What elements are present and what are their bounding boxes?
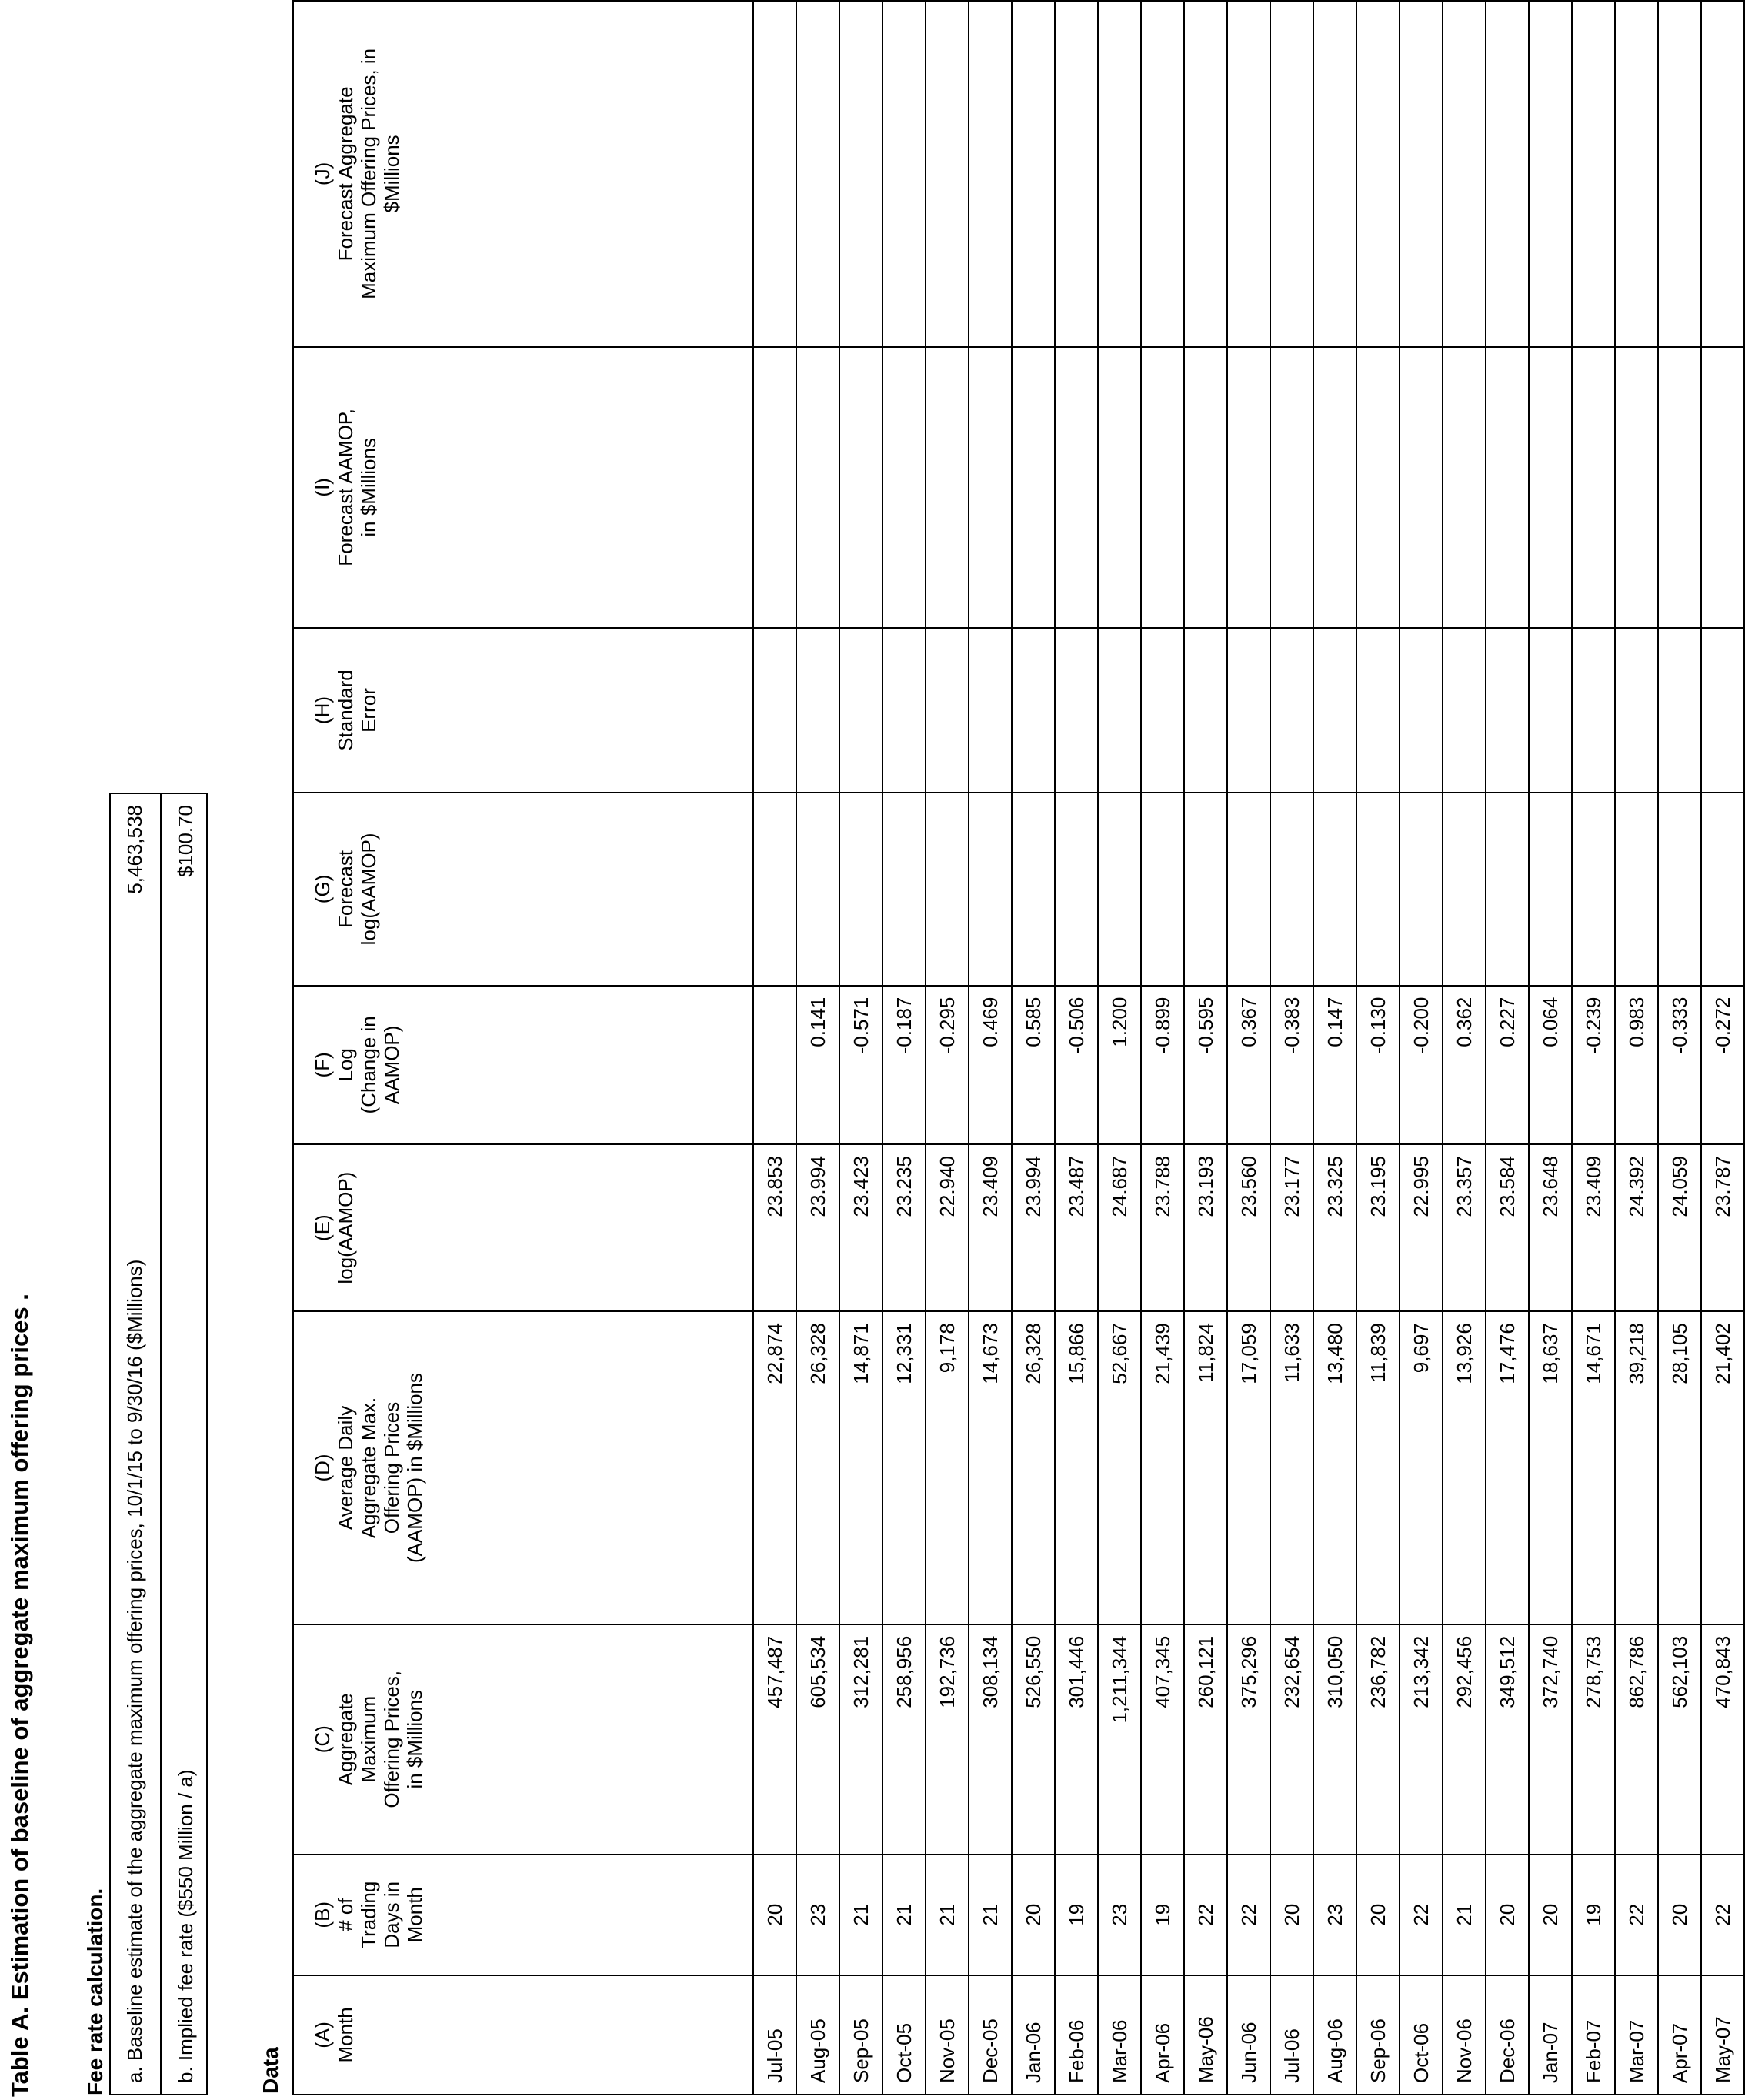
table-cell: 308,134 <box>969 1624 1012 1855</box>
table-cell <box>1658 347 1701 628</box>
table-cell: 22 <box>1184 1855 1227 1975</box>
fee-row-baseline <box>111 794 158 2094</box>
fee-row-value: 5,463,538 <box>123 805 146 894</box>
data-table <box>292 0 1745 2095</box>
table-cell: Apr-06 <box>1141 1975 1184 2095</box>
table-row <box>1572 1 1615 2095</box>
table-cell: -0.506 <box>1055 986 1098 1144</box>
table-cell: 562,103 <box>1658 1624 1701 1855</box>
table-cell: 22 <box>1615 1855 1658 1975</box>
table-cell: 21 <box>883 1855 926 1975</box>
fee-row-label: a. Baseline estimate of the aggregate maximum offering prices, 10/1/15 to 9/30/16 ($Millions) <box>123 1259 146 2083</box>
table-cell <box>1141 1 1184 347</box>
table-cell: 19 <box>1572 1855 1615 1975</box>
table-cell <box>1012 793 1055 985</box>
table-row <box>796 1 839 2095</box>
table-cell <box>1615 628 1658 793</box>
table-cell: 23.584 <box>1486 1144 1529 1311</box>
table-row <box>1529 1 1572 2095</box>
column-header-h: (H) Standard Error <box>293 628 753 793</box>
table-cell: 192,736 <box>926 1624 969 1855</box>
table-cell <box>1141 793 1184 985</box>
table-cell <box>1572 1 1615 347</box>
table-cell: 14,671 <box>1572 1311 1615 1624</box>
table-cell: 11,633 <box>1270 1311 1313 1624</box>
table-cell <box>1313 1 1356 347</box>
table-cell: 23 <box>1313 1855 1356 1975</box>
table-cell: 862,786 <box>1615 1624 1658 1855</box>
table-cell: Jun-06 <box>1227 1975 1270 2095</box>
table-cell: 236,782 <box>1356 1624 1400 1855</box>
table-cell: 22,874 <box>753 1311 796 1624</box>
table-cell <box>926 628 969 793</box>
table-cell: 23.409 <box>1572 1144 1615 1311</box>
table-cell: 21 <box>839 1855 883 1975</box>
table-cell <box>1356 628 1400 793</box>
table-cell <box>1658 628 1701 793</box>
table-cell: 14,673 <box>969 1311 1012 1624</box>
table-cell <box>969 793 1012 985</box>
table-row <box>926 1 969 2095</box>
table-cell: 23.177 <box>1270 1144 1313 1311</box>
table-cell: -0.383 <box>1270 986 1313 1144</box>
table-cell <box>1400 793 1443 985</box>
table-cell: Oct-05 <box>883 1975 926 2095</box>
column-header-i: (I) Forecast AAMOP, in $Millions <box>293 347 753 628</box>
table-cell: 349,512 <box>1486 1624 1529 1855</box>
table-cell <box>1184 347 1227 628</box>
table-cell: 24.687 <box>1098 1144 1141 1311</box>
fee-row-label: b. Implied fee rate ($550 Million / a) <box>174 1769 197 2083</box>
table-cell: 14,871 <box>839 1311 883 1624</box>
table-cell <box>1055 628 1098 793</box>
table-cell: 20 <box>1012 1855 1055 1975</box>
table-cell <box>1227 793 1270 985</box>
table-cell <box>926 1 969 347</box>
table-cell: 24.059 <box>1658 1144 1701 1311</box>
column-header-j: (J) Forecast Aggregate Maximum Offering Prices, in $Millions <box>293 1 753 347</box>
table-cell: 312,281 <box>839 1624 883 1855</box>
table-row <box>1658 1 1701 2095</box>
table-cell: 23.787 <box>1701 1144 1744 1311</box>
table-cell <box>1572 793 1615 985</box>
table-cell: 372,740 <box>1529 1624 1572 1855</box>
table-cell: 0.141 <box>796 986 839 1144</box>
table-row <box>1356 1 1400 2095</box>
table-cell <box>1055 793 1098 985</box>
table-cell: 24.392 <box>1615 1144 1658 1311</box>
table-cell: 21 <box>969 1855 1012 1975</box>
table-cell <box>1400 1 1443 347</box>
table-cell <box>1443 628 1486 793</box>
table-cell: 11,824 <box>1184 1311 1227 1624</box>
table-cell: 23.788 <box>1141 1144 1184 1311</box>
table-cell: 23.648 <box>1529 1144 1572 1311</box>
table-cell: Feb-07 <box>1572 1975 1615 2095</box>
table-cell <box>1141 628 1184 793</box>
table-row <box>883 1 926 2095</box>
table-cell: 0.147 <box>1313 986 1356 1144</box>
table-cell: 22.940 <box>926 1144 969 1311</box>
table-cell: Aug-06 <box>1313 1975 1356 2095</box>
table-cell: 11,839 <box>1356 1311 1400 1624</box>
table-cell: Sep-06 <box>1356 1975 1400 2095</box>
table-cell: 23.325 <box>1313 1144 1356 1311</box>
table-cell <box>1400 628 1443 793</box>
table-row <box>1615 1 1658 2095</box>
table-cell <box>753 1 796 347</box>
table-cell: 301,446 <box>1055 1624 1098 1855</box>
table-cell: 0.227 <box>1486 986 1529 1144</box>
table-cell: 1.200 <box>1098 986 1141 1144</box>
table-cell: 15,866 <box>1055 1311 1098 1624</box>
table-cell: 12,331 <box>883 1311 926 1624</box>
table-cell <box>1313 793 1356 985</box>
table-cell: 20 <box>1356 1855 1400 1975</box>
table-cell <box>753 793 796 985</box>
table-cell <box>1098 793 1141 985</box>
table-cell: Apr-07 <box>1658 1975 1701 2095</box>
table-cell <box>839 347 883 628</box>
table-cell: 19 <box>1141 1855 1184 1975</box>
table-cell <box>969 347 1012 628</box>
table-row <box>1443 1 1486 2095</box>
table-cell <box>969 628 1012 793</box>
table-cell: -0.333 <box>1658 986 1701 1144</box>
table-cell: -0.295 <box>926 986 969 1144</box>
table-cell: 23.487 <box>1055 1144 1098 1311</box>
table-cell <box>1184 628 1227 793</box>
table-cell: -0.571 <box>839 986 883 1144</box>
table-cell <box>1313 628 1356 793</box>
table-cell: -0.899 <box>1141 986 1184 1144</box>
table-row <box>753 1 796 2095</box>
column-header-d: (D) Average Daily Aggregate Max. Offering Prices (AAMOP) in $Millions <box>293 1311 753 1624</box>
table-cell <box>1270 793 1313 985</box>
table-cell: -0.595 <box>1184 986 1227 1144</box>
table-cell <box>883 1 926 347</box>
table-cell: 9,178 <box>926 1311 969 1624</box>
table-cell: 23.423 <box>839 1144 883 1311</box>
table-cell: Jan-07 <box>1529 1975 1572 2095</box>
table-cell <box>1012 347 1055 628</box>
table-cell: 26,328 <box>796 1311 839 1624</box>
table-cell <box>1356 1 1400 347</box>
table-cell <box>796 793 839 985</box>
table-cell <box>1443 347 1486 628</box>
fee-calculation-box <box>109 793 208 2095</box>
table-row <box>1227 1 1270 2095</box>
table-cell <box>1486 628 1529 793</box>
column-header-b: (B) # of Trading Days in Month <box>293 1855 753 1975</box>
table-cell: Jul-06 <box>1270 1975 1313 2095</box>
table-cell: 0.983 <box>1615 986 1658 1144</box>
table-cell: Mar-07 <box>1615 1975 1658 2095</box>
table-cell: 470,843 <box>1701 1624 1744 1855</box>
table-cell: 278,753 <box>1572 1624 1615 1855</box>
table-cell <box>1615 347 1658 628</box>
table-row <box>1313 1 1356 2095</box>
table-cell: 23.195 <box>1356 1144 1400 1311</box>
table-cell <box>1701 347 1744 628</box>
table-cell: Jan-06 <box>1012 1975 1055 2095</box>
table-cell: 1,211,344 <box>1098 1624 1141 1855</box>
table-cell <box>1227 347 1270 628</box>
table-cell: 213,342 <box>1400 1624 1443 1855</box>
table-cell <box>796 1 839 347</box>
table-cell <box>1658 793 1701 985</box>
table-row <box>1701 1 1744 2095</box>
table-cell: Jul-05 <box>753 1975 796 2095</box>
table-cell: 13,480 <box>1313 1311 1356 1624</box>
table-cell <box>969 1 1012 347</box>
table-cell: 39,218 <box>1615 1311 1658 1624</box>
table-cell: 260,121 <box>1184 1624 1227 1855</box>
table-cell <box>1443 793 1486 985</box>
table-cell: 17,059 <box>1227 1311 1270 1624</box>
table-cell: -0.239 <box>1572 986 1615 1144</box>
table-cell <box>1486 1 1529 347</box>
table-cell: -0.272 <box>1701 986 1744 1144</box>
table-cell: 407,345 <box>1141 1624 1184 1855</box>
table-cell: 23.409 <box>969 1144 1012 1311</box>
table-cell: 26,328 <box>1012 1311 1055 1624</box>
table-cell <box>753 347 796 628</box>
table-cell: 0.367 <box>1227 986 1270 1144</box>
table-cell <box>1098 628 1141 793</box>
table-cell: 21,439 <box>1141 1311 1184 1624</box>
table-cell: 21 <box>926 1855 969 1975</box>
table-cell <box>1098 347 1141 628</box>
table-cell <box>926 793 969 985</box>
table-cell: 23.235 <box>883 1144 926 1311</box>
table-row <box>1012 1 1055 2095</box>
table-cell: Mar-06 <box>1098 1975 1141 2095</box>
table-cell <box>1184 793 1227 985</box>
table-cell: 22 <box>1400 1855 1443 1975</box>
table-cell <box>1184 1 1227 347</box>
table-cell: 0.064 <box>1529 986 1572 1144</box>
column-header-e: (E) log(AAMOP) <box>293 1144 753 1311</box>
table-cell <box>1443 1 1486 347</box>
table-cell <box>1141 347 1184 628</box>
table-cell: 20 <box>753 1855 796 1975</box>
table-cell: 17,476 <box>1486 1311 1529 1624</box>
table-cell: 0.585 <box>1012 986 1055 1144</box>
table-cell <box>1572 347 1615 628</box>
table-cell <box>796 347 839 628</box>
table-cell: Nov-06 <box>1443 1975 1486 2095</box>
table-cell <box>753 628 796 793</box>
table-row <box>1184 1 1227 2095</box>
table-cell <box>1400 347 1443 628</box>
table-cell: Sep-05 <box>839 1975 883 2095</box>
table-cell <box>1012 1 1055 347</box>
table-cell: 20 <box>1658 1855 1701 1975</box>
table-cell <box>1486 793 1529 985</box>
table-row <box>969 1 1012 2095</box>
table-cell <box>839 793 883 985</box>
table-cell <box>1701 628 1744 793</box>
table-cell: 21 <box>1443 1855 1486 1975</box>
fee-row-value: $100.70 <box>174 805 197 877</box>
fee-section-heading: Fee rate calculation. <box>83 1888 107 2095</box>
table-cell: Oct-06 <box>1400 1975 1443 2095</box>
table-cell: 20 <box>1486 1855 1529 1975</box>
table-cell <box>1227 1 1270 347</box>
table-cell: 23 <box>796 1855 839 1975</box>
table-cell: 9,697 <box>1400 1311 1443 1624</box>
table-cell <box>1529 628 1572 793</box>
table-cell <box>883 347 926 628</box>
table-cell: 23.357 <box>1443 1144 1486 1311</box>
table-cell: 52,667 <box>1098 1311 1141 1624</box>
table-cell <box>839 1 883 347</box>
table-cell: 23.994 <box>1012 1144 1055 1311</box>
table-cell <box>1270 347 1313 628</box>
table-cell: Feb-06 <box>1055 1975 1098 2095</box>
table-row <box>839 1 883 2095</box>
fee-row-implied-rate <box>160 794 208 2094</box>
table-cell <box>1615 793 1658 985</box>
table-cell <box>1270 628 1313 793</box>
table-cell <box>883 628 926 793</box>
table-row <box>1055 1 1098 2095</box>
table-cell: 375,296 <box>1227 1624 1270 1855</box>
table-cell: 23.560 <box>1227 1144 1270 1311</box>
table-cell: May-07 <box>1701 1975 1744 2095</box>
table-cell: 526,550 <box>1012 1624 1055 1855</box>
table-cell: 292,456 <box>1443 1624 1486 1855</box>
table-cell <box>1356 793 1400 985</box>
table-row <box>1141 1 1184 2095</box>
table-cell: 23.853 <box>753 1144 796 1311</box>
table-cell: Aug-05 <box>796 1975 839 2095</box>
table-title: Table A. Estimation of baseline of aggregate maximum offering prices . <box>6 1294 33 2097</box>
column-header-f: (F) Log (Change in AAMOP) <box>293 986 753 1144</box>
table-cell <box>1055 1 1098 347</box>
table-cell <box>1701 1 1744 347</box>
table-cell: 23.193 <box>1184 1144 1227 1311</box>
table-cell: -0.200 <box>1400 986 1443 1144</box>
table-cell <box>753 986 796 1144</box>
table-cell <box>1701 793 1744 985</box>
table-cell: 232,654 <box>1270 1624 1313 1855</box>
table-row <box>1486 1 1529 2095</box>
table-cell <box>1227 628 1270 793</box>
table-cell: 20 <box>1529 1855 1572 1975</box>
table-cell: 13,926 <box>1443 1311 1486 1624</box>
table-cell: May-06 <box>1184 1975 1227 2095</box>
table-cell: Nov-05 <box>926 1975 969 2095</box>
table-cell: 22 <box>1227 1855 1270 1975</box>
table-cell: Dec-05 <box>969 1975 1012 2095</box>
column-header-g: (G) Forecast log(AAMOP) <box>293 793 753 985</box>
table-cell <box>1572 628 1615 793</box>
table-cell: 457,487 <box>753 1624 796 1855</box>
table-cell: 21,402 <box>1701 1311 1744 1624</box>
table-cell <box>1313 347 1356 628</box>
table-cell <box>1012 628 1055 793</box>
table-cell <box>1529 1 1572 347</box>
table-cell: -0.187 <box>883 986 926 1144</box>
table-cell: -0.130 <box>1356 986 1400 1144</box>
table-cell: 310,050 <box>1313 1624 1356 1855</box>
table-cell: 22.995 <box>1400 1144 1443 1311</box>
table-cell <box>1486 347 1529 628</box>
table-cell <box>1658 1 1701 347</box>
table-cell: 605,534 <box>796 1624 839 1855</box>
table-cell <box>1615 1 1658 347</box>
table-cell <box>1529 347 1572 628</box>
table-cell: 22 <box>1701 1855 1744 1975</box>
table-cell: 0.362 <box>1443 986 1486 1144</box>
table-cell <box>839 628 883 793</box>
table-cell: 28,105 <box>1658 1311 1701 1624</box>
table-cell <box>1356 347 1400 628</box>
table-cell: 23.994 <box>796 1144 839 1311</box>
table-cell: 19 <box>1055 1855 1098 1975</box>
table-cell: Dec-06 <box>1486 1975 1529 2095</box>
column-header-c: (C) Aggregate Maximum Offering Prices, in $Millions <box>293 1624 753 1855</box>
table-row <box>1098 1 1141 2095</box>
column-header-a: (A) Month <box>293 1975 753 2095</box>
table-cell <box>1529 793 1572 985</box>
data-section-heading: Data <box>259 2047 282 2094</box>
table-cell: 23 <box>1098 1855 1141 1975</box>
table-cell: 20 <box>1270 1855 1313 1975</box>
table-cell <box>1270 1 1313 347</box>
table-cell: 18,637 <box>1529 1311 1572 1624</box>
table-cell <box>796 628 839 793</box>
column-header-row <box>293 1 753 2095</box>
table-cell <box>1098 1 1141 347</box>
table-row <box>1400 1 1443 2095</box>
data-table-body <box>753 1 1744 2095</box>
table-cell <box>1055 347 1098 628</box>
table-cell: 258,956 <box>883 1624 926 1855</box>
table-cell <box>883 793 926 985</box>
table-row <box>1270 1 1313 2095</box>
table-cell <box>926 347 969 628</box>
table-cell: 0.469 <box>969 986 1012 1144</box>
